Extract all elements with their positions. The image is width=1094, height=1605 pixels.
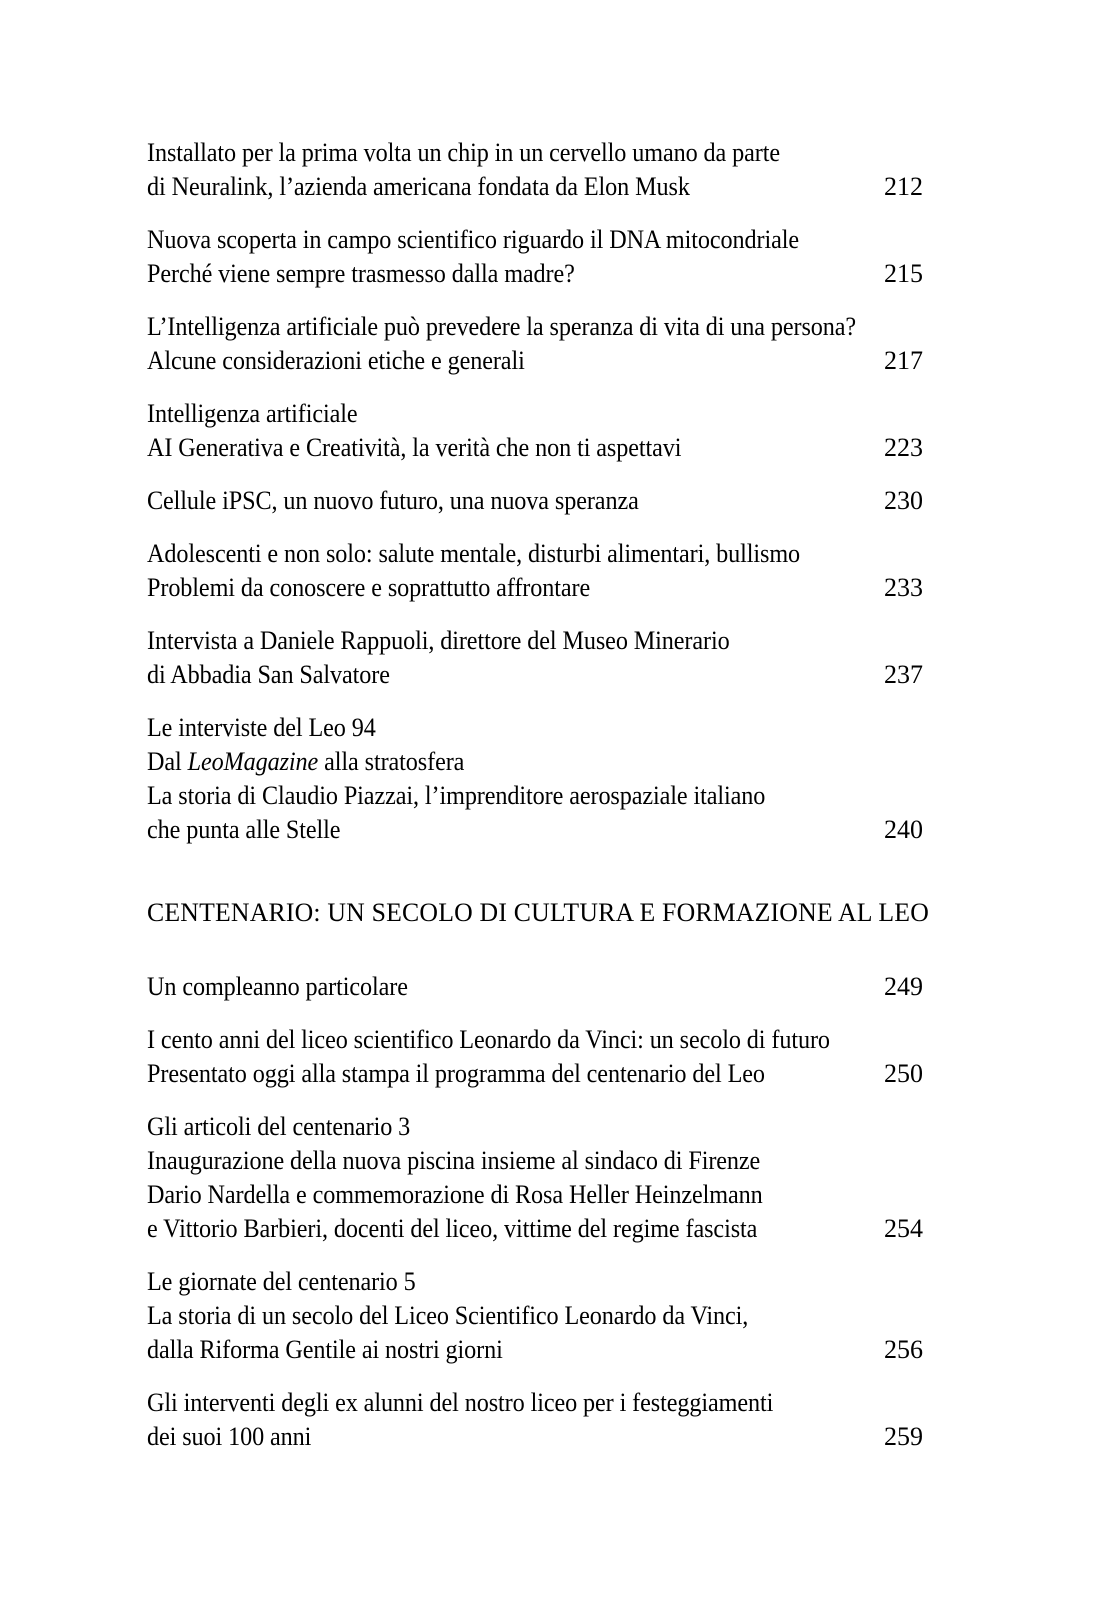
toc-entry-title — [147, 1265, 867, 1367]
toc-page-number: 249 — [884, 972, 923, 1001]
toc-entry-line: di Neuralink, l’azienda americana fondata da Elon Musk — [147, 172, 690, 201]
toc-entry-line: Perché viene sempre trasmesso dalla madre? — [147, 259, 575, 288]
toc-page-number: 217 — [884, 346, 923, 375]
toc-entry-line: Gli articoli del centenario 3 — [147, 1112, 411, 1141]
toc-entry-line: di Abbadia San Salvatore — [147, 660, 390, 689]
toc-page-number: 250 — [884, 1059, 923, 1088]
toc-entry-line: AI Generativa e Creatività, la verità che non ti aspettavi — [147, 433, 682, 462]
toc-entry-line: e Vittorio Barbieri, docenti del liceo, vittime del regime fascista — [147, 1214, 758, 1243]
toc-page-number: 223 — [884, 433, 923, 462]
toc-entry-line: Intelligenza artificiale — [147, 399, 358, 428]
toc-page-number: 254 — [884, 1214, 923, 1243]
toc-entry[interactable] — [147, 1110, 923, 1246]
toc-page-number: 233 — [884, 573, 923, 602]
toc-entry[interactable] — [147, 970, 923, 1004]
toc-entry-title — [147, 1023, 867, 1091]
toc-entry-line: Inaugurazione della nuova piscina insieme al sindaco di Firenze — [147, 1146, 761, 1175]
toc-entry-line: Le giornate del centenario 5 — [147, 1267, 416, 1296]
toc-entry-line: Installato per la prima volta un chip in un cervello umano da parte — [147, 138, 780, 167]
toc-entry-line: Le interviste del Leo 94 — [147, 713, 376, 742]
toc-entry-title — [147, 1110, 867, 1246]
toc-entry-line: Dal LeoMagazine alla stratosfera — [147, 747, 465, 776]
toc-page-number: 230 — [884, 486, 923, 515]
toc-entry-title — [147, 711, 867, 847]
toc-page-number: 259 — [884, 1422, 923, 1451]
toc-entry-title — [147, 223, 867, 291]
toc-group-top — [147, 136, 923, 847]
toc-entry-line: dei suoi 100 anni — [147, 1422, 312, 1451]
toc-entry-line: Alcune considerazioni etiche e generali — [147, 346, 525, 375]
toc-entry-line: Problemi da conoscere e soprattutto affrontare — [147, 573, 591, 602]
section-heading — [147, 896, 930, 930]
toc-entry-line: La storia di Claudio Piazzai, l’imprenditore aerospaziale italiano — [147, 781, 766, 810]
toc-entry[interactable] — [147, 310, 923, 378]
toc-entry-line: Un compleanno particolare — [147, 972, 408, 1001]
toc-entry[interactable] — [147, 397, 923, 465]
toc-entry-line: I cento anni del liceo scientifico Leonardo da Vinci: un secolo di futuro — [147, 1025, 830, 1054]
toc-entry-title — [147, 1386, 867, 1454]
toc-page-number: 215 — [884, 259, 923, 288]
toc-entry-line: Nuova scoperta in campo scientifico riguardo il DNA mitocondriale — [147, 225, 800, 254]
toc-entry-title — [147, 136, 867, 204]
toc-entry-line: dalla Riforma Gentile ai nostri giorni — [147, 1335, 503, 1364]
toc-entry-line: Gli interventi degli ex alunni del nostro liceo per i festeggiamenti — [147, 1388, 774, 1417]
toc-entry[interactable] — [147, 484, 923, 518]
toc-entry-line: Dario Nardella e commemorazione di Rosa Heller Heinzelmann — [147, 1180, 763, 1209]
toc-entry-title — [147, 310, 867, 378]
toc-entry[interactable] — [147, 1265, 923, 1367]
toc-entry[interactable] — [147, 711, 923, 847]
toc-page-number: 212 — [884, 172, 923, 201]
toc-group-section — [147, 970, 923, 1454]
toc-entry-line: L’Intelligenza artificiale può prevedere la speranza di vita di una persona? — [147, 312, 857, 341]
toc-entry-line: Presentato oggi alla stampa il programma del centenario del Leo — [147, 1059, 765, 1088]
section-heading-text: CENTENARIO: UN SECOLO DI CULTURA E FORMAZIONE AL LEO — [147, 898, 930, 927]
toc-entry-line: che punta alle Stelle — [147, 815, 341, 844]
toc-entry-line: Intervista a Daniele Rappuoli, direttore del Museo Minerario — [147, 626, 730, 655]
toc-entry-title — [147, 624, 867, 692]
toc-entry-line: La storia di un secolo del Liceo Scientifico Leonardo da Vinci, — [147, 1301, 749, 1330]
toc-entry-title — [147, 970, 867, 1004]
toc-entry-line: Adolescenti e non solo: salute mentale, disturbi alimentari, bullismo — [147, 539, 801, 568]
toc-entry-line: Cellule iPSC, un nuovo futuro, una nuova speranza — [147, 486, 639, 515]
toc-page-number: 240 — [884, 815, 923, 844]
toc-entry[interactable] — [147, 1386, 923, 1454]
toc-entry[interactable] — [147, 537, 923, 605]
toc-page-number: 237 — [884, 660, 923, 689]
toc-entry-title — [147, 484, 867, 518]
toc-entry[interactable] — [147, 136, 923, 204]
table-of-contents — [147, 136, 930, 1473]
toc-entry[interactable] — [147, 624, 923, 692]
toc-entry-title — [147, 537, 867, 605]
toc-entry[interactable] — [147, 1023, 923, 1091]
italic-title: LeoMagazine — [187, 747, 319, 776]
toc-entry[interactable] — [147, 223, 923, 291]
toc-entry-title — [147, 397, 867, 465]
toc-page-number: 256 — [884, 1335, 923, 1364]
